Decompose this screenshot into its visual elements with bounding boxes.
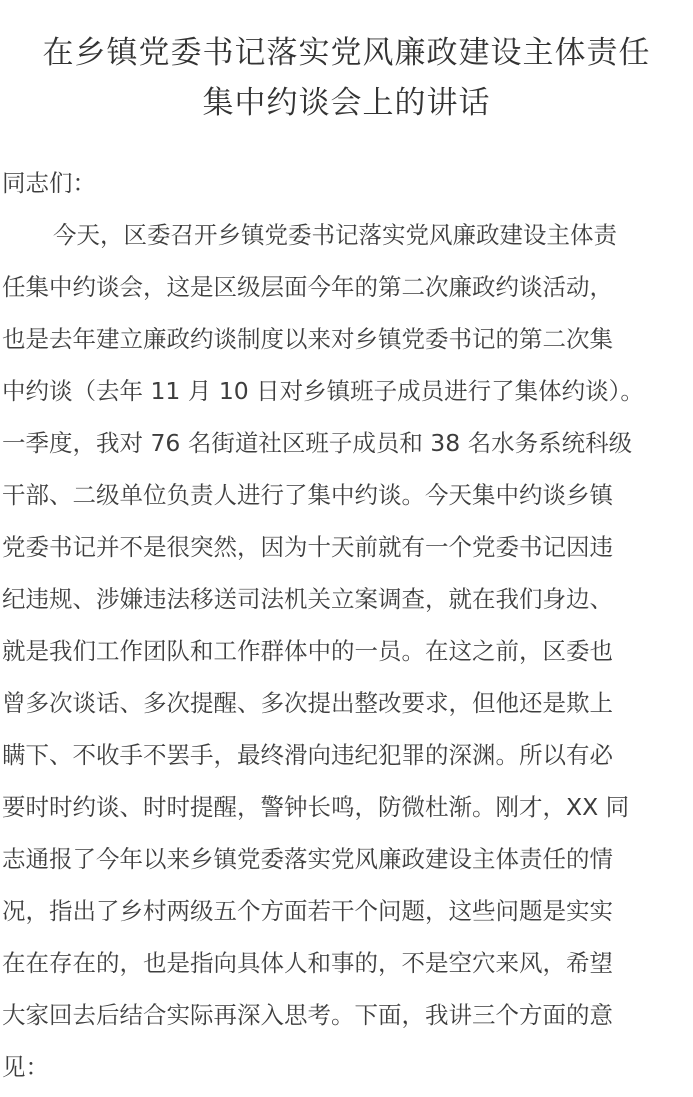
paragraph-line: 就是我们工作团队和工作群体中的一员。在这之前，区委也: [2, 637, 613, 665]
document-body: [2, 157, 693, 1093]
paragraph-line: 今天，区委召开乡镇党委书记落实党风廉政建设主体责: [53, 221, 617, 249]
paragraph-line: 曾多次谈话、多次提醒、多次提出整改要求，但他还是欺上: [2, 689, 613, 717]
paragraph-line: 瞒下、不收手不罢手，最终滑向违纪犯罪的深渊。所以有必: [2, 741, 613, 769]
paragraph-line: 也是去年建立廉政约谈制度以来对乡镇党委书记的第二次集: [2, 325, 613, 353]
paragraph-line: 党委书记并不是很突然，因为十天前就有一个党委书记因违: [2, 533, 613, 561]
paragraph-line: 见：: [2, 1053, 49, 1081]
title-line-1: 在乡镇党委书记落实党风廉政建设主体责任: [42, 35, 651, 71]
paragraph-line: 在在存在的，也是指向具体人和事的，不是空穴来风，希望: [2, 949, 613, 977]
paragraph-line: 要时时约谈、时时提醒，警钟长鸣，防微杜渐。刚才，XX 同: [2, 793, 630, 821]
paragraph-line: 志通报了今年以来乡镇党委落实党风廉政建设主体责任的情: [2, 845, 613, 873]
paragraph-line: 况，指出了乡村两级五个方面若干个问题，这些问题是实实: [2, 897, 613, 925]
paragraph-line: 大家回去后结合实际再深入思考。下面，我讲三个方面的意: [2, 1001, 613, 1029]
paragraph-line: 纪违规、涉嫌违法移送司法机关立案调查，就在我们身边、: [2, 585, 613, 613]
document-title: [0, 28, 693, 128]
paragraph-line: 任集中约谈会，这是区级层面今年的第二次廉政约谈活动，: [2, 273, 613, 301]
paragraph-line: 干部、二级单位负责人进行了集中约谈。今天集中约谈乡镇: [2, 481, 613, 509]
paragraph-line: 中约谈（去年 11 月 10 日对乡镇班子成员进行了集体约谈）。: [2, 377, 644, 405]
title-line-2: 集中约谈会上的讲话: [202, 85, 491, 121]
salutation: 同志们：: [2, 169, 96, 197]
paragraph-line: 一季度，我对 76 名街道社区班子成员和 38 名水务系统科级: [2, 429, 633, 457]
